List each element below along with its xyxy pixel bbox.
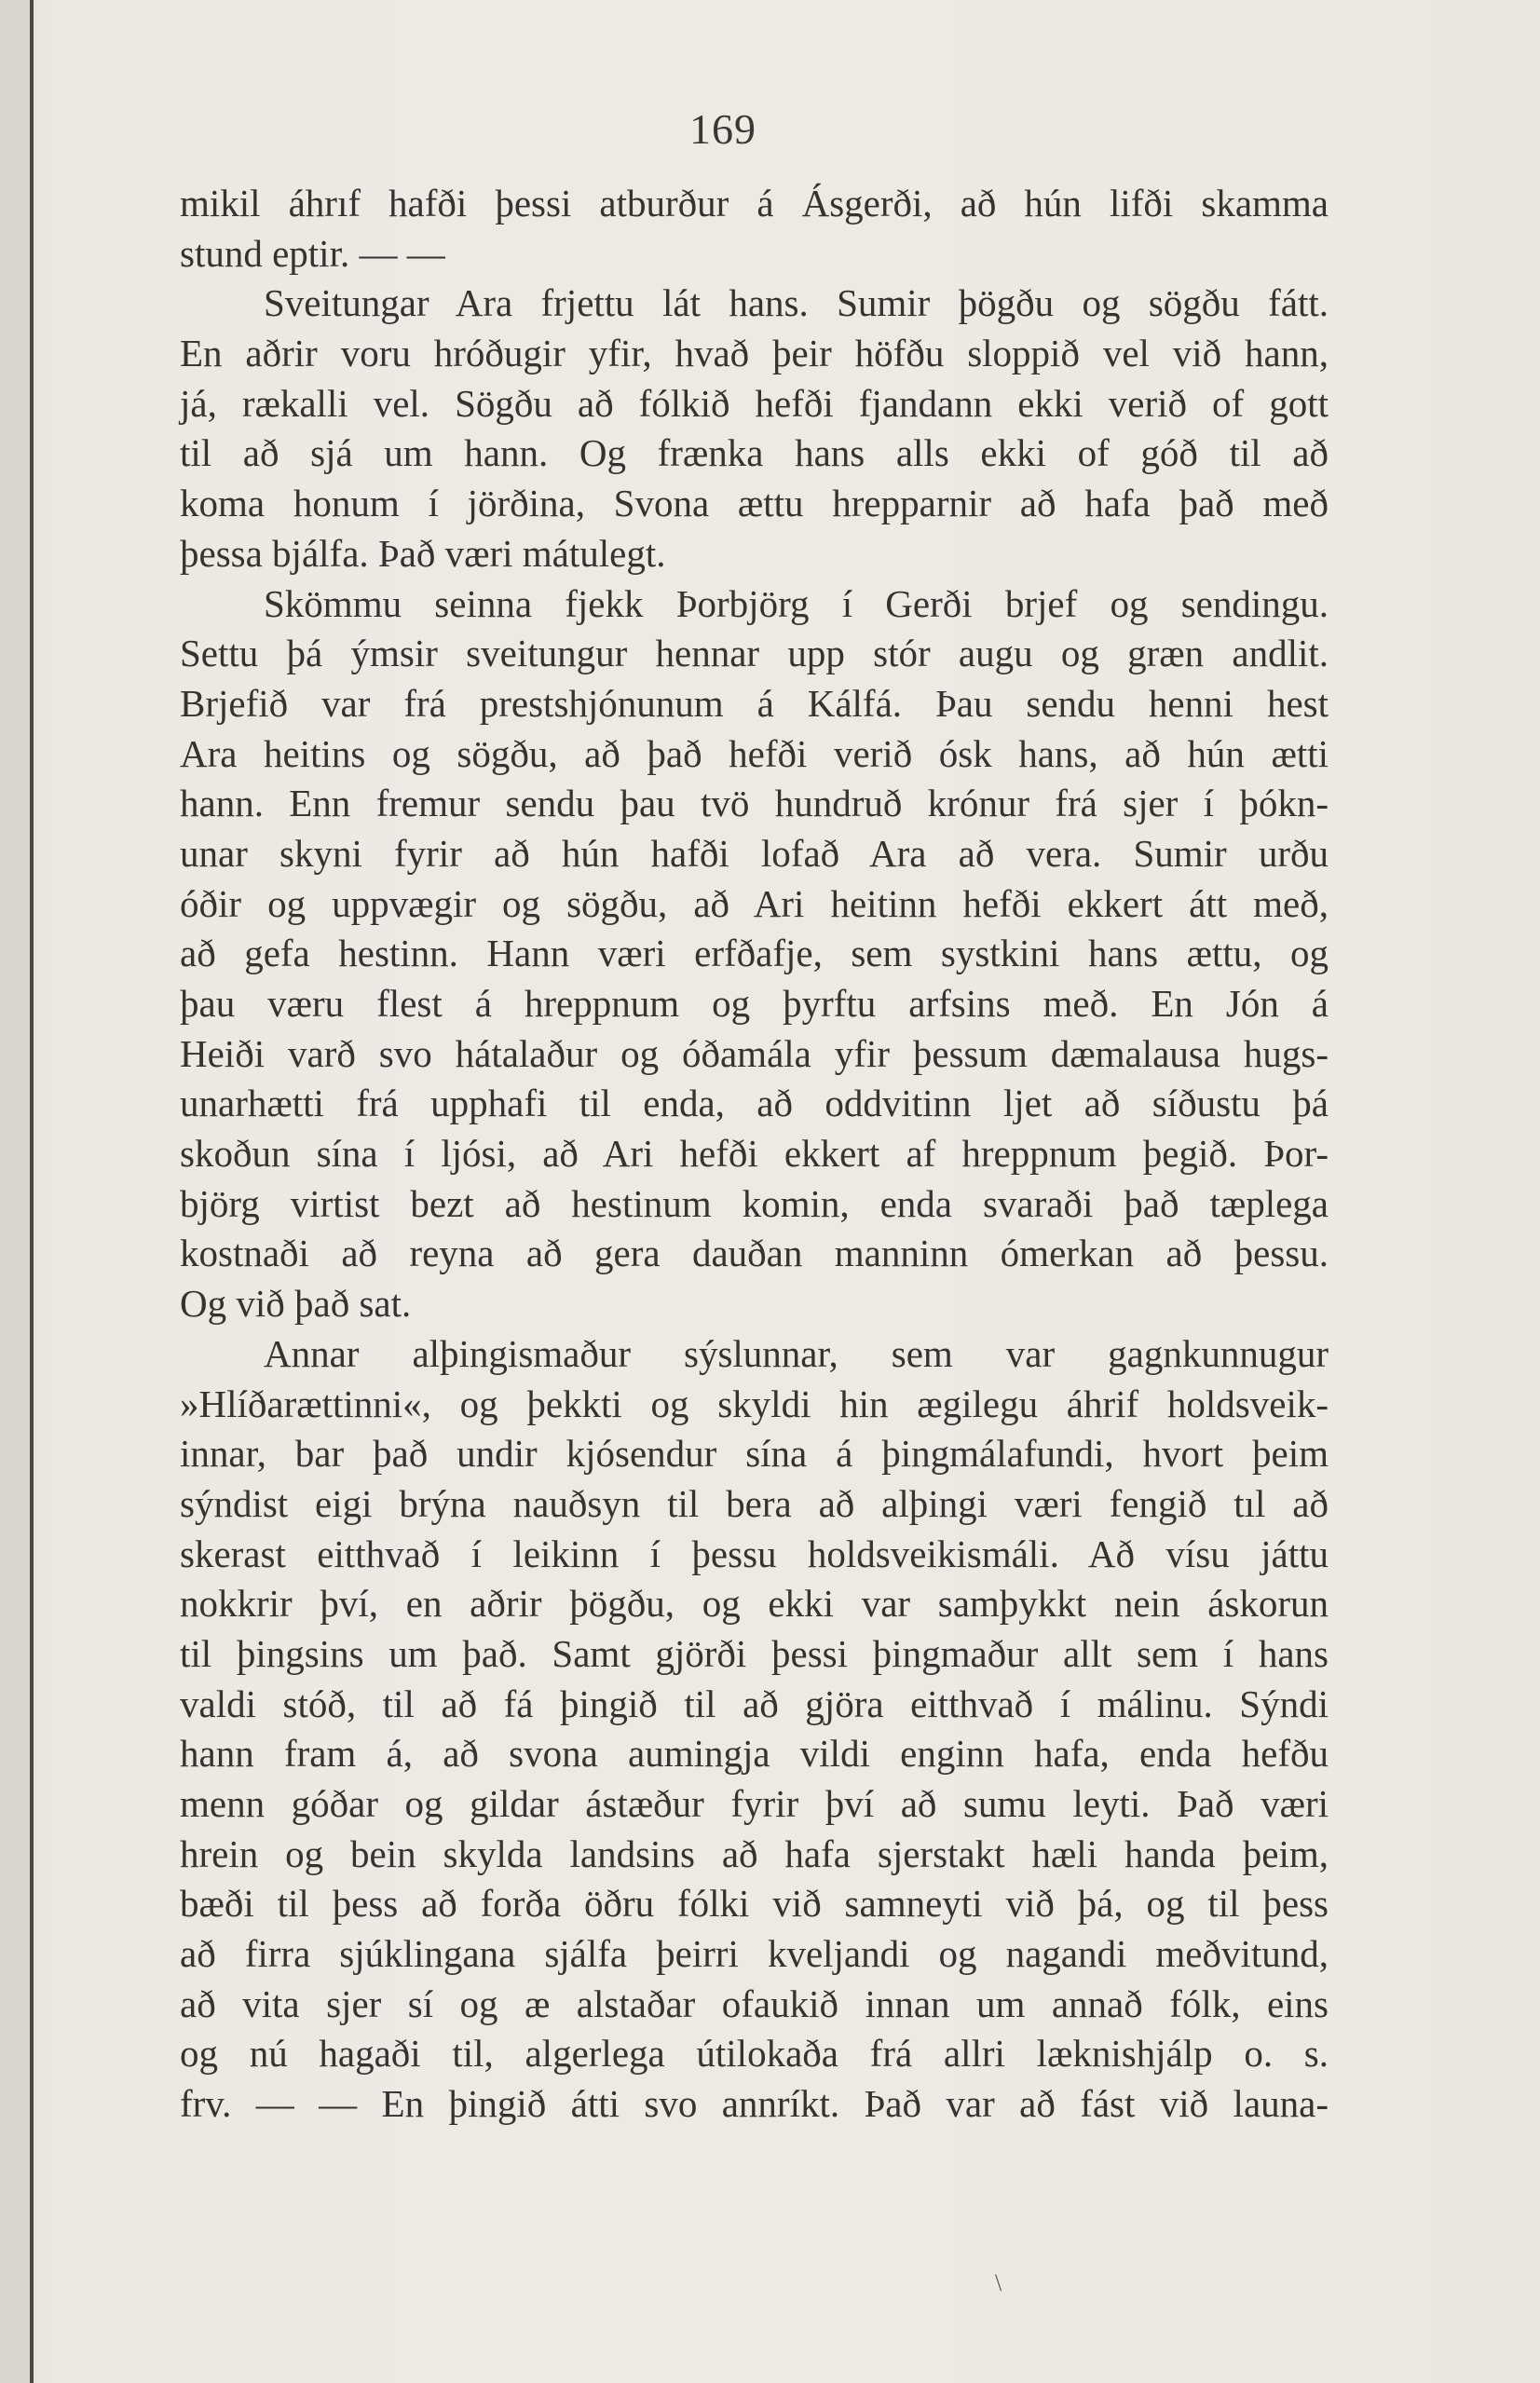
text-line: að gefa hestinn. Hann væri erfðafje, sem systkini hans ættu, og — [180, 932, 1329, 975]
text-line: og nú hagaði til, algerlega útilokaða frá allri læknishjálp o. s. — [180, 2032, 1329, 2076]
text-line: menn góðar og gildar ástæður fyrir því að sumu leyti. Það væri — [180, 1782, 1329, 1825]
text-line: bæði til þess að forða öðru fólki við samneyti við þá, og til þess — [180, 1882, 1329, 1926]
stray-ink-mark: \ — [995, 2269, 1002, 2296]
text-line: Sveitungar Ara frjettu lát hans. Sumir þögðu og sögðu fátt. — [264, 281, 1329, 325]
text-line: nokkrir því, en aðrir þögðu, og ekki var samþykkt nein áskorun — [180, 1582, 1329, 1626]
text-line: mikil áhrıf hafði þessi atburður á Ásgerði, að hún lifði skamma — [180, 182, 1329, 225]
text-line: koma honum í jörðina, Svona ættu hrepparnir að hafa það með — [180, 482, 1329, 525]
text-line: »Hlíðarættinni«, og þekkti og skyldi hin ægilegu áhrif holdsveik- — [180, 1382, 1329, 1425]
text-line: að vita sjer sí og æ alstaðar ofaukið innan um annað fólk, eins — [180, 1981, 1329, 2025]
text-line: Settu þá ýmsir sveitungur hennar upp stór augu og græn andlit. — [180, 632, 1329, 675]
page-binding-edge — [30, 0, 34, 2383]
text-line: unarhætti frá upphafi til enda, að oddvitinn ljet að síðustu þá — [180, 1082, 1329, 1125]
text-line: Brjefið var frá prestshjónunum á Kálfá. Þau sendu henni hest — [180, 681, 1329, 725]
text-line: hrein og bein skylda landsins að hafa sjerstakt hæli handa þeim, — [180, 1832, 1329, 1875]
text-line: stund eptir. — — — [180, 231, 445, 275]
text-line: hann. Enn fremur sendu þau tvö hundruð krónur frá sjer í þókn- — [180, 782, 1329, 825]
text-line: þessa bjálfa. Það væri mátulegt. — [180, 531, 666, 575]
text-line: hann fram á, að svona aumingja vildi enginn hafa, enda hefðu — [180, 1732, 1329, 1776]
text-line: Ara heitins og sögðu, að það hefði verið ósk hans, að hún ætti — [180, 731, 1329, 775]
page-gutter-shadow — [0, 0, 30, 2383]
text-line: Annar alþingismaður sýslunnar, sem var gagnkunnugur — [264, 1331, 1329, 1375]
page-number: 169 — [689, 105, 756, 153]
text-line: frv. — — En þingið átti svo annríkt. Það var að fást við launa- — [180, 2082, 1329, 2126]
text-line: kostnaði að reyna að gera dauðan manninn ómerkan að þessu. — [180, 1232, 1329, 1275]
text-line: já, rækalli vel. Sögðu að fólkið hefði fjandann ekki verið of gott — [180, 381, 1329, 425]
text-line: til að sjá um hann. Og frænka hans alls ekki of góð til að — [180, 431, 1329, 475]
text-line: sýndist eigi brýna nauðsyn til bera að alþingi væri fengið tıl að — [180, 1481, 1329, 1525]
text-line: óðir og uppvægir og sögðu, að Ari heitinn hefði ekkert átt með, — [180, 881, 1329, 925]
text-line: innar, bar það undir kjósendur sína á þingmálafundi, hvort þeim — [180, 1432, 1329, 1476]
text-line: skoðun sína í ljósi, að Ari hefði ekkert af hreppnum þegið. Þor- — [180, 1132, 1329, 1176]
text-line: valdi stóð, til að fá þingið til að gjöra eitthvað í málinu. Sýndi — [180, 1682, 1329, 1725]
text-line: þau væru flest á hreppnum og þyrftu arfsins með. En Jón á — [180, 982, 1329, 1025]
text-line: En aðrir voru hróðugir yfir, hvað þeir höfðu sloppið vel við hann, — [180, 332, 1329, 375]
text-line: björg virtist bezt að hestinum komin, enda svaraði það tæplega — [180, 1181, 1329, 1225]
text-line: skerast eitthvað í leikinn í þessu holdsveikismáli. Að vísu játtu — [180, 1532, 1329, 1575]
text-line: til þingsins um það. Samt gjörði þessi þingmaður allt sem í hans — [180, 1631, 1329, 1675]
body-text — [180, 179, 1329, 2130]
text-line: unar skyni fyrir að hún hafði lofað Ara að vera. Sumir urðu — [180, 831, 1329, 875]
text-line: Heiði varð svo hátalaður og óðamála yfir þessum dæmalausa hugs- — [180, 1031, 1329, 1075]
text-line: Og við það sat. — [180, 1282, 412, 1326]
text-line: Skömmu seinna fjekk Þorbjörg í Gerði brjef og sendingu. — [264, 581, 1329, 625]
text-line: að firra sjúklingana sjálfa þeirri kveljandi og nagandi meðvitund, — [180, 1932, 1329, 1976]
